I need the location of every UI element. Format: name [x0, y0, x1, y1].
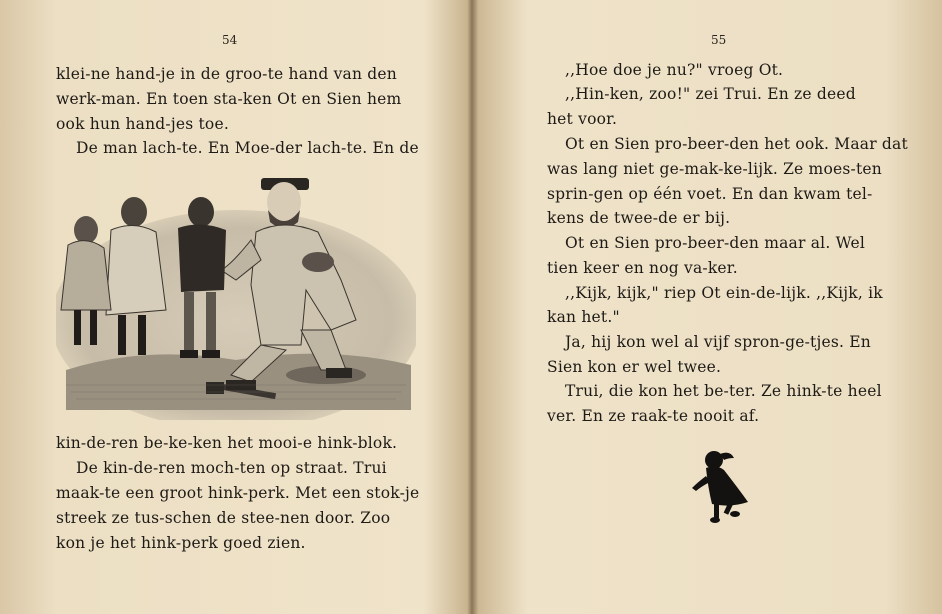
text-line: ver. En ze raak-te nooit af. [547, 407, 760, 425]
text-line: sprin-gen op één voet. En dan kwam tel- [547, 185, 873, 203]
page-number: 55 [711, 33, 727, 47]
text-line: was lang niet ge-mak-ke-lijk. Ze moes-ten [547, 160, 882, 178]
text-line: werk-man. En toen sta-ken Ot en Sien hem [56, 90, 402, 108]
text-line: De man lach-te. En Moe-der lach-te. En de [76, 139, 419, 157]
text-line: Ot en Sien pro-beer-den maar al. Wel [565, 234, 865, 252]
text-line: kin-de-ren be-ke-ken het mooi-e hink-blok. [56, 434, 398, 452]
text-line: Trui, die kon het be-ter. Ze hink-te heel [565, 382, 882, 400]
text-line: Sien kon er wel twee. [547, 358, 722, 376]
text-line: het voor. [547, 110, 618, 128]
text-line: ,,Kijk, kijk," riep Ot ein-de-lijk. ,,Kijk, ik [565, 284, 883, 302]
text-line: kan het." [547, 308, 620, 326]
text-line: maak-te een groot hink-perk. Met een stok-je [56, 484, 420, 502]
girl-silhouette-icon [690, 448, 752, 526]
text-line: ,,Hin-ken, zoo!" zei Trui. En ze deed [565, 85, 856, 103]
text-line: ook hun hand-jes toe. [56, 115, 229, 133]
text-line: Ot en Sien pro-beer-den het ook. Maar dat [565, 135, 908, 153]
text-line: kens de twee-de er bij. [547, 209, 731, 227]
text-line: De kin-de-ren moch-ten op straat. Trui [76, 459, 387, 477]
text-line: streek ze tus-schen de stee-nen door. Zoo [56, 509, 391, 527]
text-line: klei-ne hand-je in de groo-te hand van den [56, 65, 397, 83]
text-line: kon je het hink-perk goed zien. [56, 534, 306, 552]
text-line: tien keer en nog va-ker. [547, 259, 738, 277]
text-line: ,,Hoe doe je nu?" vroeg Ot. [565, 61, 784, 79]
page-number: 54 [222, 33, 238, 47]
illustration-engraving [56, 170, 416, 420]
text-line: Ja, hij kon wel al vijf spron-ge-tjes. En [565, 333, 871, 351]
